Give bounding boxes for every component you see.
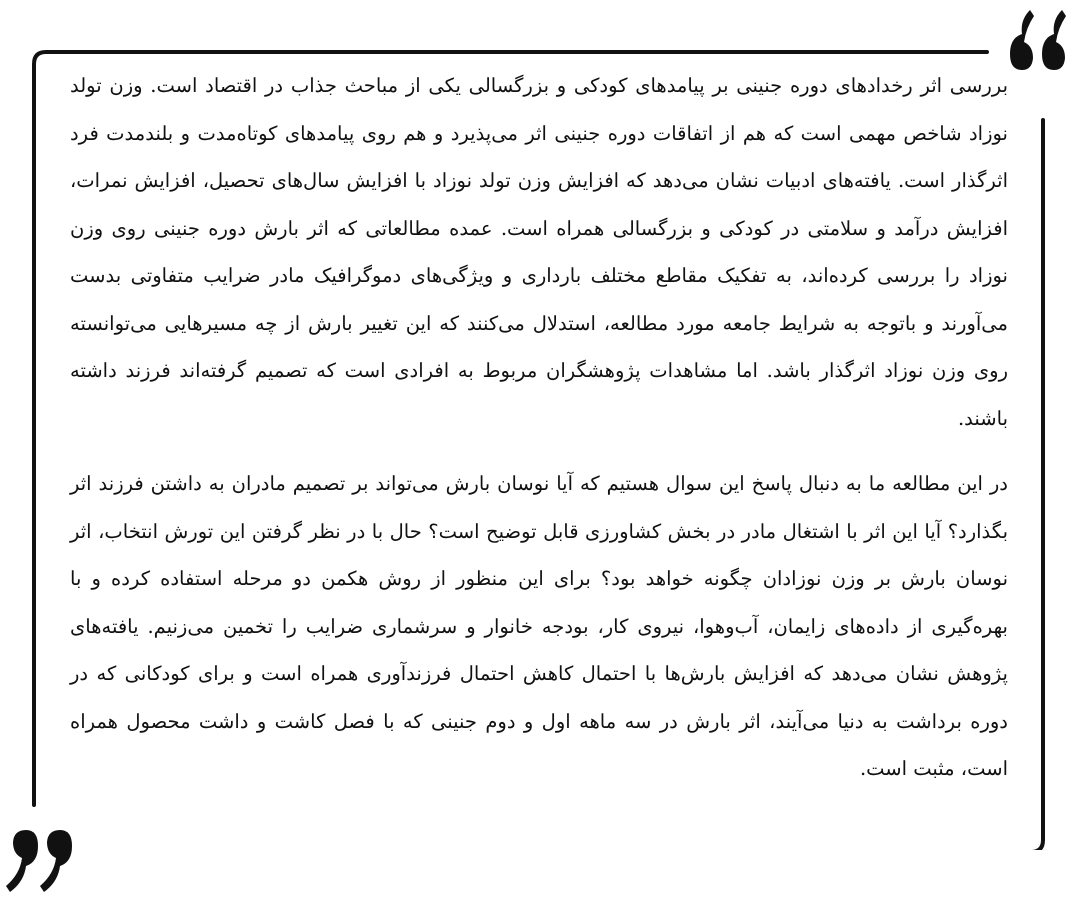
- quote-content: [70, 62, 1008, 793]
- quote-open-icon: [1000, 2, 1070, 82]
- quote-close-icon: [2, 822, 82, 900]
- paragraph-2: در این مطالعه ما به دنبال پاسخ این سوال هستیم که آیا نوسان بارش می‌تواند بر تصمیم مادران به داشتن فرزند اثر بگذارد؟ آیا این اثر با اشتغال مادر در بخش کشاورزی قابل توضیح است؟ حال با در نظر گرفتن این تورش انتخاب، اثر نوسان بارش بر وزن نوزادان چگونه خواهد بود؟ برای این منظور از روش هکمن دو مرحله استفاده کرده و با بهره‌گیری از داده‌های زایمان، آب‌وهوا، نیروی کار، بودجه خانوار و سرشماری ضرایب را تخمین می‌زنیم. یافته‌های پژوهش نشان می‌دهد که افزایش بارش‌ها با احتمال کاهش احتمال فرزندآوری همراه است و برای کودکانی که در دوره برداشت به دنیا می‌آیند، اثر بارش در سه ماهه اول و دوم جنینی که با فصل کاشت و داشت محصول همراه است، مثبت است.: [70, 472, 1008, 780]
- paragraph-1: بررسی اثر رخدادهای دوره جنینی بر پیامدهای کودکی و بزرگسالی یکی از مباحث جذاب در اقتصاد است. وزن تولد نوزاد شاخص مهمی است که هم از اتفاقات دوره جنینی اثر می‌پذیرد و هم روی پیامدهای کوتاه‌مدت و بلندمدت فرد اثرگذار است. یافته‌های ادبیات نشان می‌دهد که افزایش وزن تولد نوزاد با افزایش سال‌های تحصیل، افزایش نمرات، افزایش درآمد و سلامتی در کودکی و بزرگسالی همراه است. عمده مطالعاتی که اثر بارش دوره جنینی روی وزن نوزاد را بررسی کرده‌اند، به تفکیک مقاطع مختلف بارداری و ویژگی‌های دموگرافیک مادر ضرایب متفاوتی بدست می‌آورند و باتوجه به شرایط جامعه مورد مطالعه، استدلال می‌کنند که این تغییر بارش از چه مسیرهایی می‌توانسته روی وزن نوزاد اثرگذار باشد. اما مشاهدات پژوهشگران مربوط به افرادی است که تصمیم گرفته‌اند فرزند داشته باشند.: [70, 74, 1008, 430]
